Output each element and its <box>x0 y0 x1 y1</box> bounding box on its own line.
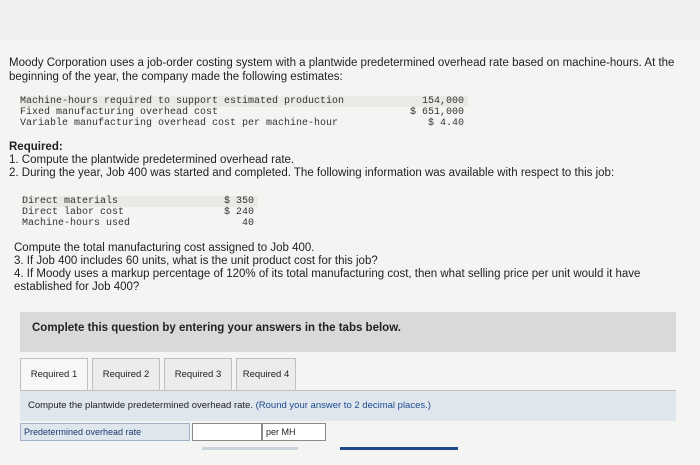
instruction-line <box>28 400 431 411</box>
predetermined-rate-input[interactable] <box>192 423 262 441</box>
intro-line-1: Moody Corporation uses a job-order costing system with a plantwide predetermined overhead rate based on machine-hours. At the <box>9 57 675 69</box>
required-item-1: 1. Compute the plantwide predetermined overhead rate. <box>9 154 295 166</box>
estimate-value: 154,000 <box>421 96 464 107</box>
estimate-row <box>20 107 468 118</box>
tab-required-4[interactable]: Required 4 <box>236 358 296 391</box>
required-item-2: 2. During the year, Job 400 was started and completed. The following information was available with respect to this job: <box>9 167 615 179</box>
estimate-label: Variable manufacturing overhead cost per machine-hour <box>20 118 339 129</box>
estimate-value: $ 4.40 <box>427 118 464 129</box>
questions-section <box>14 242 694 294</box>
estimate-label: Machine-hours required to support estimated production <box>20 96 345 107</box>
problem-intro <box>9 56 699 84</box>
job-label: Direct labor cost <box>22 207 125 218</box>
tab-required-2[interactable]: Required 2 <box>92 358 160 391</box>
intro-line-2: beginning of the year, the company made the following estimates: <box>9 71 343 83</box>
estimate-row <box>20 96 468 107</box>
estimates-table <box>20 96 468 129</box>
tab-required-3[interactable]: Required 3 <box>164 358 232 391</box>
tab-required-1[interactable]: Required 1 <box>20 358 88 391</box>
job-row <box>22 196 258 207</box>
question-4a: 4. If Moody uses a markup percentage of 120% of its total manufacturing cost, then what selling price per unit would it have <box>14 268 641 280</box>
instruction-text: Compute the plantwide predetermined overhead rate. <box>28 400 253 411</box>
job-400-table <box>22 196 258 229</box>
job-row <box>22 218 258 229</box>
required-section <box>9 141 614 180</box>
required-heading: Required: <box>9 141 63 153</box>
question-4b: established for Job 400? <box>14 281 140 293</box>
estimate-row <box>20 118 468 129</box>
job-value: $ 350 <box>223 196 254 207</box>
panel-text: Complete this question by entering your answers in the tabs below. <box>32 322 401 334</box>
instruction-note: (Round your answer to 2 decimal places.) <box>255 400 431 411</box>
job-value: 40 <box>241 218 254 229</box>
estimate-value: $ 651,000 <box>409 107 464 118</box>
job-row <box>22 207 258 218</box>
instruction-panel <box>20 312 676 352</box>
job-value: $ 240 <box>223 207 254 218</box>
question-2b: Compute the total manufacturing cost assigned to Job 400. <box>14 242 315 254</box>
nav-progress-bar <box>202 447 298 450</box>
nav-progress-bar-active <box>340 447 458 450</box>
question-3: 3. If Job 400 includes 60 units, what is the unit product cost for this job? <box>14 255 378 267</box>
job-label: Direct materials <box>22 196 119 207</box>
page-top-band <box>0 0 700 40</box>
answer-unit: per MH <box>262 423 326 441</box>
job-label: Machine-hours used <box>22 218 131 229</box>
tab-content-header <box>20 390 676 421</box>
estimate-label: Fixed manufacturing overhead cost <box>20 107 219 118</box>
answer-label: Predetermined overhead rate <box>20 423 190 441</box>
